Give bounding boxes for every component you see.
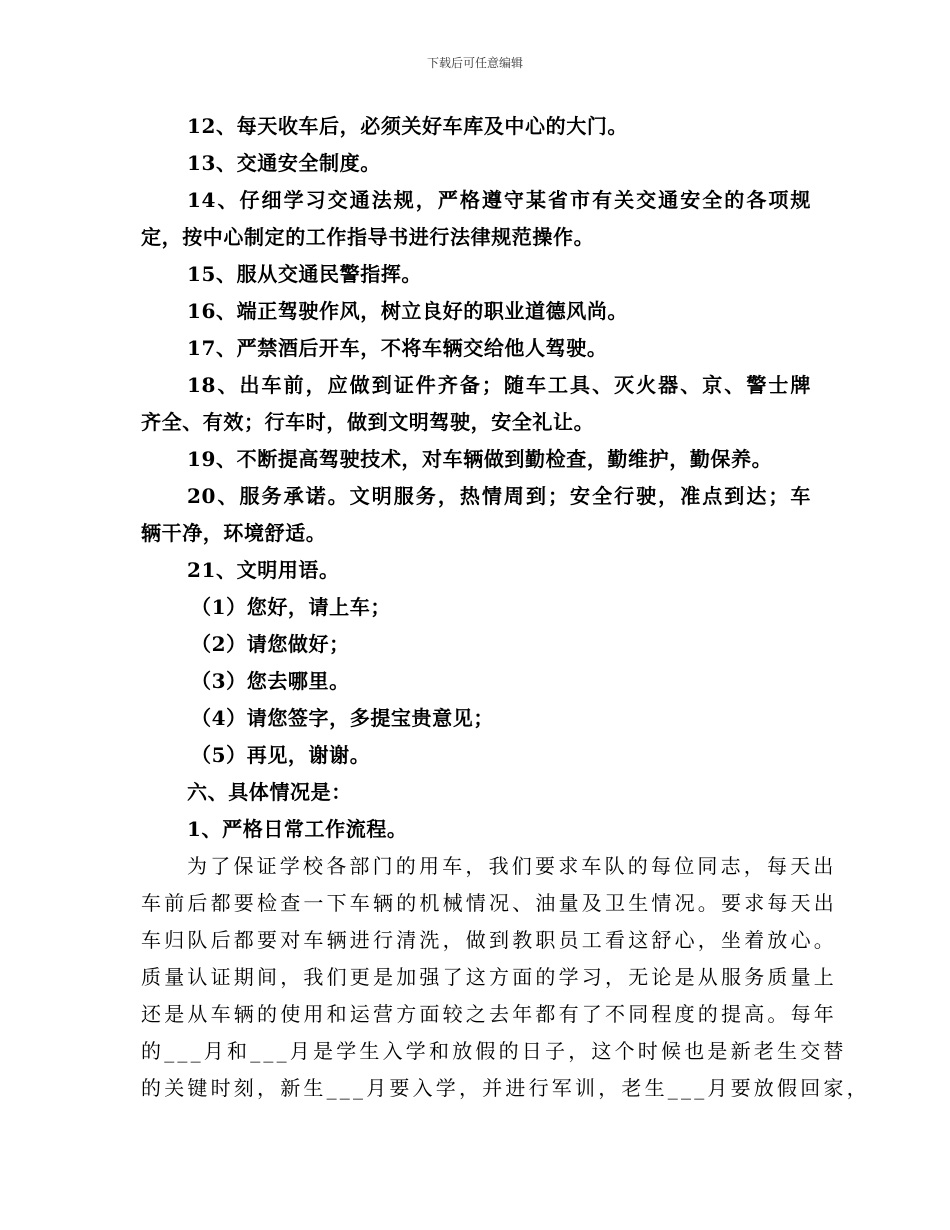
paragraph-line: 齐全、有效；行车时，做到文明驾驶，安全礼让。	[141, 410, 595, 434]
paragraph-line: 辆干净，环境舒适。	[141, 521, 327, 545]
paragraph-line: 12、每天收车后，必须关好车库及中心的大门。	[187, 114, 629, 138]
paragraph-line: 14、仔细学习交通法规，严格遵守某省市有关交通安全的各项规	[187, 188, 811, 212]
paragraph-line: 21、文明用语。	[187, 558, 340, 582]
paragraph-line: 13、交通安全制度。	[187, 151, 381, 175]
paragraph-line: 还是从车辆的使用和运营方面较之去年都有了不同程度的提高。每年	[141, 1002, 837, 1026]
paragraph-line: 15、服从交通民警指挥。	[187, 262, 423, 286]
paragraph-line: 的关键时刻，新生___月要入学，并进行军训，老生___月要放假回家，	[141, 1076, 870, 1100]
paragraph-line: 19、不断提高驾驶技术，对车辆做到勤检查，勤维护，勤保养。	[187, 447, 773, 471]
list-item: （4）请您签字，多提宝贵意见；	[191, 706, 494, 730]
paragraph-line: 16、端正驾驶作风，树立良好的职业道德风尚。	[187, 299, 629, 323]
paragraph-line: 质量认证期间，我们更是加强了这方面的学习，无论是从服务质量上	[141, 965, 837, 989]
list-item: （1）您好，请上车；	[191, 595, 391, 619]
paragraph-line: 20、服务承诺。文明服务，热情周到；安全行驶，准点到达；车	[187, 484, 811, 508]
section-heading: 六、具体情况是：	[187, 780, 352, 804]
paragraph-line: 的___月和___月是学生入学和放假的日子，这个时候也是新老生交替	[141, 1039, 847, 1063]
page-header-note: 下载后可任意编辑	[426, 56, 523, 70]
document-body	[141, 108, 870, 1107]
paragraph-line: 为了保证学校各部门的用车，我们要求车队的每位同志，每天出	[187, 854, 837, 878]
list-item: （5）再见，谢谢。	[191, 743, 371, 767]
subsection-heading: 1、严格日常工作流程。	[187, 817, 408, 841]
paragraph-line: 车前后都要检查一下车辆的机械情况、油量及卫生情况。要求每天出	[141, 891, 837, 915]
list-item: （3）您去哪里。	[191, 669, 350, 693]
list-item: （2）请您做好；	[191, 632, 350, 656]
paragraph-line: 18、出车前，应做到证件齐备；随车工具、灭火器、京、警士牌	[187, 373, 811, 397]
paragraph-line: 17、严禁酒后开车，不将车辆交给他人驾驶。	[187, 336, 608, 360]
paragraph-line: 定，按中心制定的工作指导书进行法律规范操作。	[141, 225, 595, 249]
paragraph-line: 车归队后都要对车辆进行清洗，做到教职员工看这舒心，坐着放心。	[141, 928, 837, 952]
